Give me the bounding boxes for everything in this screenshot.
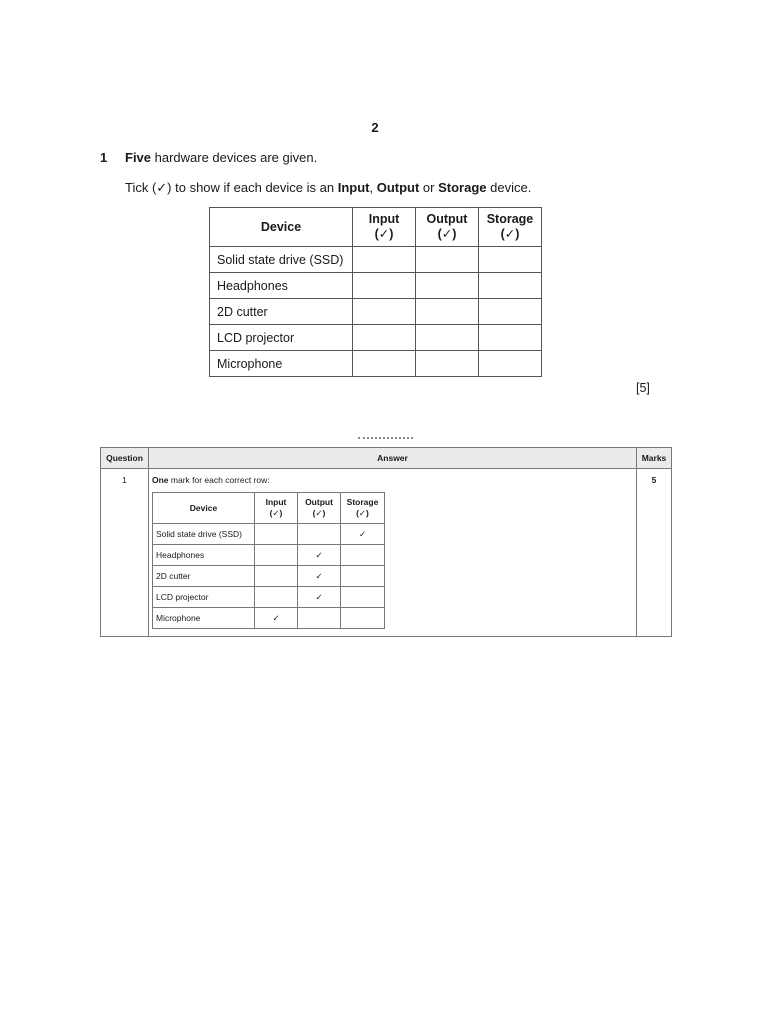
answer-header-input-label: Input xyxy=(265,497,287,507)
storage-tick-cell[interactable] xyxy=(479,299,542,325)
input-tick-cell[interactable] xyxy=(353,299,416,325)
answer-input-cell: ✓ xyxy=(255,608,298,629)
answer-header-output-label: Output xyxy=(305,497,333,507)
answer-input-cell xyxy=(255,545,298,566)
answer-output-cell: ✓ xyxy=(298,566,341,587)
answer-row xyxy=(153,587,385,608)
mark-scheme-intro-bold: One xyxy=(152,475,169,485)
input-tick-cell[interactable] xyxy=(353,325,416,351)
storage-tick-cell[interactable] xyxy=(479,351,542,377)
instruction-text: device. xyxy=(486,180,532,195)
device-cell: Solid state drive (SSD) xyxy=(210,247,353,273)
header-storage xyxy=(479,208,542,247)
mark-scheme-row xyxy=(101,469,672,637)
page-number: 2 xyxy=(371,120,379,135)
header-input xyxy=(353,208,416,247)
answer-header-output-tick: (✓) xyxy=(312,508,326,518)
answer-input-cell xyxy=(255,566,298,587)
header-question: Question xyxy=(101,448,149,469)
answer-table-header-row xyxy=(153,493,385,524)
question-stem-text: hardware devices are given. xyxy=(151,150,318,165)
answer-header-storage-label: Storage xyxy=(346,497,379,507)
mark-scheme-marks: 5 xyxy=(637,469,672,637)
header-marks: Marks xyxy=(637,448,672,469)
instruction-text: or xyxy=(419,180,439,195)
answer-device-cell: Microphone xyxy=(153,608,255,629)
instruction-input-bold: Input xyxy=(337,180,370,195)
output-tick-cell[interactable] xyxy=(416,351,479,377)
output-tick-cell[interactable] xyxy=(416,247,479,273)
answer-header-input xyxy=(255,493,298,524)
answer-output-cell xyxy=(298,608,341,629)
table-row xyxy=(210,273,542,299)
question-table-header-row xyxy=(210,208,542,247)
mark-scheme-intro xyxy=(152,475,636,485)
mark-scheme-answer-cell xyxy=(149,469,637,637)
question-marks: [5] xyxy=(636,381,650,395)
answer-header-input-tick: (✓) xyxy=(269,508,283,518)
answer-storage-cell xyxy=(341,608,385,629)
table-row xyxy=(210,247,542,273)
answer-row xyxy=(153,524,385,545)
input-tick-cell[interactable] xyxy=(353,351,416,377)
answer-input-cell xyxy=(255,524,298,545)
answer-row xyxy=(153,608,385,629)
storage-tick-cell[interactable] xyxy=(479,273,542,299)
answer-header-output xyxy=(298,493,341,524)
answer-input-cell xyxy=(255,587,298,608)
device-cell: Headphones xyxy=(210,273,353,299)
mark-scheme-question-number: 1 xyxy=(101,469,149,637)
input-tick-cell[interactable] xyxy=(353,273,416,299)
output-tick-cell[interactable] xyxy=(416,273,479,299)
answer-device-cell: LCD projector xyxy=(153,587,255,608)
answer-header-storage xyxy=(341,493,385,524)
header-storage-label: Storage xyxy=(486,212,534,226)
instruction-text: , xyxy=(369,180,377,195)
input-tick-cell[interactable] xyxy=(353,247,416,273)
storage-tick-cell[interactable] xyxy=(479,247,542,273)
answer-row xyxy=(153,566,385,587)
storage-tick-cell[interactable] xyxy=(479,325,542,351)
mark-scheme-header-row xyxy=(101,448,672,469)
table-row xyxy=(210,325,542,351)
answer-header-device: Device xyxy=(153,493,255,524)
table-row xyxy=(210,351,542,377)
answer-row xyxy=(153,545,385,566)
instruction-output-bold: Output xyxy=(376,180,420,195)
instruction-storage-bold: Storage xyxy=(438,180,487,195)
answer-device-cell: Solid state drive (SSD) xyxy=(153,524,255,545)
question-stem xyxy=(125,150,317,165)
answer-output-cell: ✓ xyxy=(298,545,341,566)
header-input-label: Input xyxy=(368,212,400,226)
cropped-heading-fragment xyxy=(358,432,413,440)
device-cell: Microphone xyxy=(210,351,353,377)
answer-device-cell: Headphones xyxy=(153,545,255,566)
question-number: 1 xyxy=(100,150,108,165)
answer-header-storage-tick: (✓) xyxy=(356,508,369,518)
question-table xyxy=(209,207,542,377)
question-instruction xyxy=(125,180,531,196)
device-cell: 2D cutter xyxy=(210,299,353,325)
header-input-tick: (✓) xyxy=(374,227,394,241)
header-storage-tick: (✓) xyxy=(500,227,520,241)
mark-scheme-table xyxy=(100,447,672,637)
output-tick-cell[interactable] xyxy=(416,325,479,351)
answer-storage-cell xyxy=(341,545,385,566)
header-output-tick: (✓) xyxy=(437,227,457,241)
output-tick-cell[interactable] xyxy=(416,299,479,325)
answer-output-cell xyxy=(298,524,341,545)
header-answer: Answer xyxy=(149,448,637,469)
instruction-text: Tick (✓) to show if each device is an xyxy=(125,180,338,195)
answer-output-cell: ✓ xyxy=(298,587,341,608)
header-output-label: Output xyxy=(426,212,468,226)
device-cell: LCD projector xyxy=(210,325,353,351)
question-stem-bold: Five xyxy=(125,150,152,165)
answer-table xyxy=(152,492,385,629)
answer-storage-cell xyxy=(341,566,385,587)
header-output xyxy=(416,208,479,247)
header-device: Device xyxy=(210,208,353,247)
table-row xyxy=(210,299,542,325)
answer-storage-cell: ✓ xyxy=(341,524,385,545)
mark-scheme-intro-text: mark for each correct row: xyxy=(168,475,270,485)
answer-storage-cell xyxy=(341,587,385,608)
answer-device-cell: 2D cutter xyxy=(153,566,255,587)
